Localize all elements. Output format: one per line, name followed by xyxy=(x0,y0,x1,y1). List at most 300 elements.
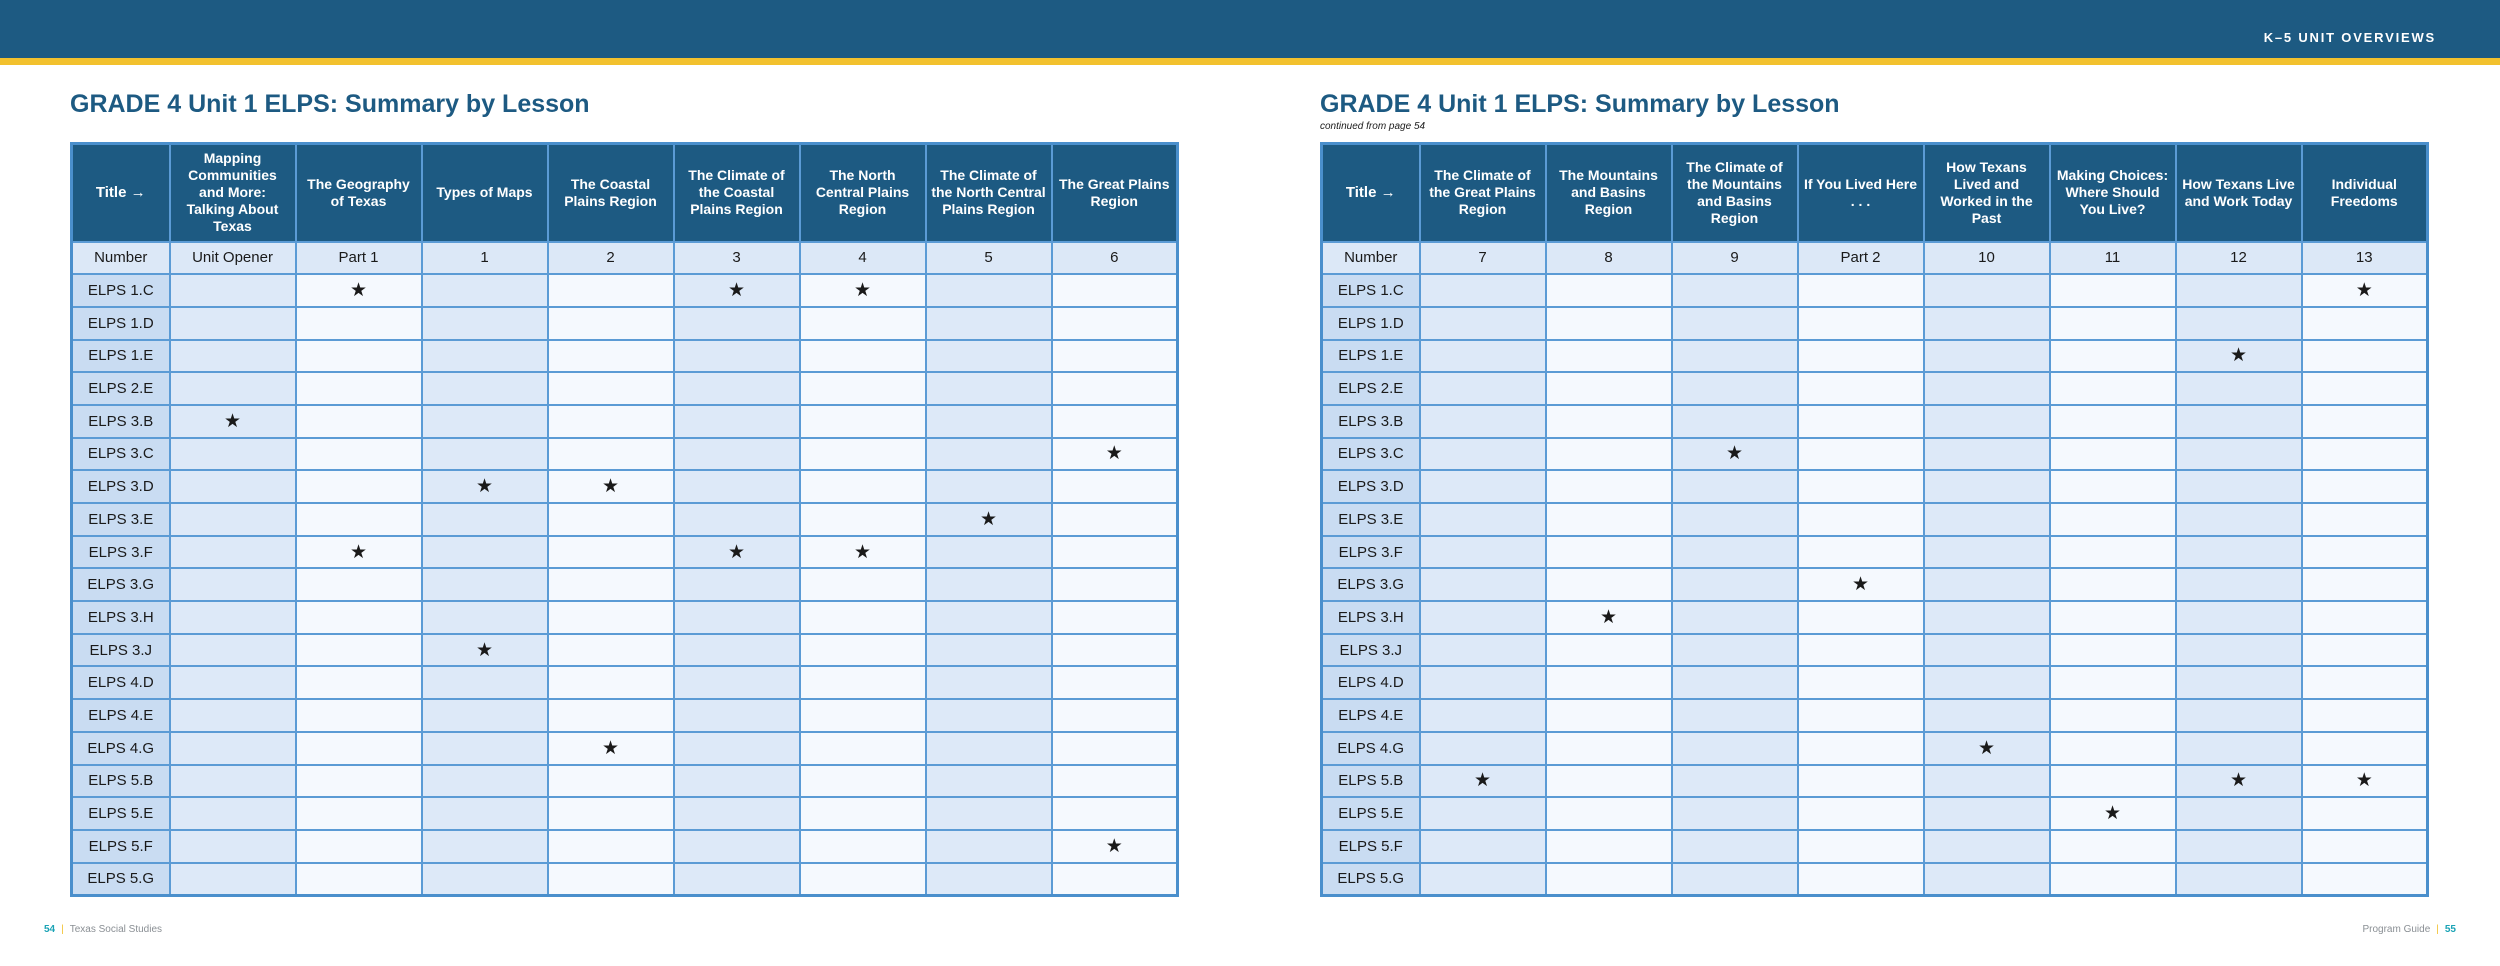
number-row-label: Number xyxy=(72,242,170,275)
table-cell xyxy=(2176,470,2302,503)
table-cell xyxy=(170,307,296,340)
table-cell xyxy=(422,340,548,373)
table-cell xyxy=(1924,405,2050,438)
section-label: K–5 UNIT OVERVIEWS xyxy=(2263,30,2436,45)
table-cell xyxy=(548,765,674,798)
table-cell xyxy=(2176,732,2302,765)
elps-standard-label: ELPS 3.G xyxy=(72,568,170,601)
table-cell xyxy=(170,340,296,373)
table-cell xyxy=(1052,797,1178,830)
table-cell xyxy=(296,340,422,373)
lesson-number: 4 xyxy=(800,242,926,275)
table-cell xyxy=(2302,797,2428,830)
table-cell xyxy=(548,340,674,373)
elps-summary-table xyxy=(1320,142,2429,897)
elps-standard-label: ELPS 3.C xyxy=(72,438,170,471)
table-row xyxy=(1322,568,2428,601)
table-cell xyxy=(2050,797,2176,830)
table-cell xyxy=(2050,568,2176,601)
table-cell xyxy=(1420,601,1546,634)
lesson-number: 9 xyxy=(1672,242,1798,275)
table-cell xyxy=(1546,372,1672,405)
table-cell xyxy=(2176,536,2302,569)
lesson-number: 1 xyxy=(422,242,548,275)
table-cell xyxy=(1052,732,1178,765)
table-cell xyxy=(674,765,800,798)
elps-standard-label: ELPS 5.F xyxy=(72,830,170,863)
star-icon: ★ xyxy=(727,541,746,563)
table-cell xyxy=(1052,536,1178,569)
lesson-title: The Climate of the Great Plains Region xyxy=(1420,144,1546,242)
table-cell xyxy=(1798,372,1924,405)
table-row xyxy=(72,470,1178,503)
elps-standard-label: ELPS 3.F xyxy=(1322,536,1420,569)
star-icon: ★ xyxy=(349,541,368,563)
table-cell xyxy=(1672,830,1798,863)
footer-title: Texas Social Studies xyxy=(69,924,163,935)
lesson-title: How Texans Lived and Worked in the Past xyxy=(1924,144,2050,242)
table-cell xyxy=(170,274,296,307)
table-cell xyxy=(1924,274,2050,307)
table-cell xyxy=(674,634,800,667)
table-cell xyxy=(170,732,296,765)
table-cell xyxy=(1672,372,1798,405)
table-cell xyxy=(422,536,548,569)
table-cell xyxy=(674,601,800,634)
table-cell xyxy=(926,666,1052,699)
table-cell xyxy=(1420,536,1546,569)
footer-title: Program Guide xyxy=(2362,924,2431,935)
table-cell xyxy=(1546,634,1672,667)
table-cell xyxy=(2302,666,2428,699)
table-row xyxy=(72,568,1178,601)
table-cell xyxy=(1420,830,1546,863)
lesson-number: 8 xyxy=(1546,242,1672,275)
table-cell xyxy=(422,634,548,667)
elps-standard-label: ELPS 5.B xyxy=(72,765,170,798)
table-cell xyxy=(2050,536,2176,569)
table-cell xyxy=(1924,503,2050,536)
table-cell xyxy=(1924,470,2050,503)
elps-standard-label: ELPS 3.J xyxy=(1322,634,1420,667)
table-cell xyxy=(1924,797,2050,830)
table-row xyxy=(72,274,1178,307)
top-accent-stripe xyxy=(0,58,2500,65)
footer-separator: | xyxy=(2436,924,2439,935)
table-cell xyxy=(1798,797,1924,830)
table-cell xyxy=(2176,307,2302,340)
table-cell xyxy=(926,699,1052,732)
table-cell xyxy=(926,438,1052,471)
table-cell xyxy=(2176,699,2302,732)
table-row xyxy=(72,372,1178,405)
table-cell xyxy=(2302,438,2428,471)
table-cell xyxy=(1052,666,1178,699)
table-cell xyxy=(1798,830,1924,863)
table-cell xyxy=(674,699,800,732)
table-cell xyxy=(296,699,422,732)
table-cell xyxy=(170,568,296,601)
table-cell xyxy=(1672,699,1798,732)
table-cell xyxy=(1420,732,1546,765)
table-cell xyxy=(2302,470,2428,503)
table-row xyxy=(72,765,1178,798)
elps-standard-label: ELPS 4.G xyxy=(1322,732,1420,765)
table-cell xyxy=(548,797,674,830)
table-cell xyxy=(548,536,674,569)
star-icon: ★ xyxy=(2229,345,2248,367)
table-cell xyxy=(170,601,296,634)
table-cell xyxy=(170,863,296,896)
table-cell xyxy=(2302,765,2428,798)
table-cell xyxy=(1672,274,1798,307)
table-row xyxy=(1322,830,2428,863)
table-cell xyxy=(1546,797,1672,830)
table-cell xyxy=(674,536,800,569)
table-cell xyxy=(1798,732,1924,765)
table-cell xyxy=(2176,438,2302,471)
table-cell xyxy=(674,307,800,340)
table-cell xyxy=(296,797,422,830)
table-cell xyxy=(2176,372,2302,405)
table-row xyxy=(1322,470,2428,503)
title-row-label: Title → xyxy=(1322,144,1420,242)
lesson-title: The North Central Plains Region xyxy=(800,144,926,242)
table-cell xyxy=(548,438,674,471)
table-cell xyxy=(296,470,422,503)
table-cell xyxy=(1546,536,1672,569)
table-cell xyxy=(926,372,1052,405)
table-cell xyxy=(926,765,1052,798)
table-cell xyxy=(548,601,674,634)
table-cell xyxy=(926,340,1052,373)
elps-standard-label: ELPS 4.D xyxy=(72,666,170,699)
table-cell xyxy=(1672,536,1798,569)
table-cell xyxy=(1672,732,1798,765)
table-cell xyxy=(1546,274,1672,307)
table-cell xyxy=(800,372,926,405)
table-cell xyxy=(1546,699,1672,732)
table-cell xyxy=(1924,666,2050,699)
table-row xyxy=(72,601,1178,634)
table-cell xyxy=(2302,863,2428,896)
elps-standard-label: ELPS 5.B xyxy=(1322,765,1420,798)
table-cell xyxy=(674,830,800,863)
table-cell xyxy=(674,438,800,471)
table-cell xyxy=(170,405,296,438)
star-icon: ★ xyxy=(1105,835,1123,857)
lesson-number-row xyxy=(1322,242,2428,275)
star-icon: ★ xyxy=(601,476,620,498)
table-cell xyxy=(926,503,1052,536)
lesson-number: Part 1 xyxy=(296,242,422,275)
lesson-number: 6 xyxy=(1052,242,1178,275)
table-cell xyxy=(800,666,926,699)
star-icon: ★ xyxy=(1725,443,1744,465)
table-cell xyxy=(1672,863,1798,896)
table-cell xyxy=(926,307,1052,340)
table-cell xyxy=(1798,765,1924,798)
table-cell xyxy=(1052,470,1178,503)
table-cell xyxy=(674,797,800,830)
table-cell xyxy=(170,830,296,863)
lesson-title: Individual Freedoms xyxy=(2302,144,2428,242)
table-cell xyxy=(1052,274,1178,307)
elps-standard-label: ELPS 4.E xyxy=(72,699,170,732)
table-cell xyxy=(674,405,800,438)
table-cell xyxy=(548,405,674,438)
table-row xyxy=(72,503,1178,536)
table-cell xyxy=(674,732,800,765)
table-cell xyxy=(170,470,296,503)
star-icon: ★ xyxy=(1599,606,1618,628)
table-cell xyxy=(1052,405,1178,438)
star-icon: ★ xyxy=(979,508,998,530)
table-row xyxy=(1322,601,2428,634)
table-cell xyxy=(548,274,674,307)
table-row xyxy=(1322,699,2428,732)
table-cell xyxy=(1672,765,1798,798)
table-cell xyxy=(2050,863,2176,896)
table-cell xyxy=(170,438,296,471)
table-cell xyxy=(2176,340,2302,373)
lesson-title: If You Lived Here . . . xyxy=(1798,144,1924,242)
table-cell xyxy=(800,307,926,340)
elps-standard-label: ELPS 5.G xyxy=(72,863,170,896)
table-cell xyxy=(1672,503,1798,536)
table-cell xyxy=(1672,797,1798,830)
table-cell xyxy=(170,372,296,405)
table-cell xyxy=(1052,307,1178,340)
table-cell xyxy=(1546,340,1672,373)
table-cell xyxy=(2050,634,2176,667)
table-cell xyxy=(1052,863,1178,896)
table-cell xyxy=(1052,568,1178,601)
table-cell xyxy=(674,372,800,405)
elps-standard-label: ELPS 1.D xyxy=(1322,307,1420,340)
table-cell xyxy=(926,830,1052,863)
table-cell xyxy=(674,666,800,699)
table-cell xyxy=(1546,568,1672,601)
table-cell xyxy=(2302,601,2428,634)
table-row xyxy=(1322,340,2428,373)
table-row xyxy=(72,830,1178,863)
table-cell xyxy=(422,470,548,503)
table-cell xyxy=(2176,568,2302,601)
table-cell xyxy=(1672,307,1798,340)
table-cell xyxy=(296,601,422,634)
table-cell xyxy=(170,765,296,798)
table-cell xyxy=(1798,470,1924,503)
table-cell xyxy=(1546,765,1672,798)
table-cell xyxy=(1052,438,1178,471)
table-cell xyxy=(1420,863,1546,896)
continued-note: continued from page 54 xyxy=(1320,121,1426,132)
lesson-title: How Texans Live and Work Today xyxy=(2176,144,2302,242)
left-page xyxy=(70,88,1178,897)
elps-standard-label: ELPS 2.E xyxy=(72,372,170,405)
table-row xyxy=(72,438,1178,471)
table-cell xyxy=(1798,405,1924,438)
table-cell xyxy=(296,274,422,307)
table-cell xyxy=(926,470,1052,503)
elps-standard-label: ELPS 2.E xyxy=(1322,372,1420,405)
title-row-label: Title → xyxy=(72,144,170,242)
lesson-number: Unit Opener xyxy=(170,242,296,275)
elps-standard-label: ELPS 4.G xyxy=(72,732,170,765)
lesson-title-row xyxy=(72,144,1178,242)
table-cell xyxy=(296,765,422,798)
table-row xyxy=(72,666,1178,699)
table-cell xyxy=(422,765,548,798)
table-cell xyxy=(1924,601,2050,634)
table-cell xyxy=(2176,765,2302,798)
table-cell xyxy=(1420,699,1546,732)
table-row xyxy=(1322,405,2428,438)
footer-right xyxy=(2362,924,2456,935)
page-number: 54 xyxy=(44,924,56,935)
elps-standard-label: ELPS 1.C xyxy=(72,274,170,307)
table-cell xyxy=(1798,699,1924,732)
table-cell xyxy=(2176,503,2302,536)
table-cell xyxy=(2050,765,2176,798)
elps-standard-label: ELPS 4.E xyxy=(1322,699,1420,732)
table-row xyxy=(1322,438,2428,471)
lesson-title: The Climate of the Mountains and Basins Region xyxy=(1672,144,1798,242)
table-cell xyxy=(548,830,674,863)
elps-standard-label: ELPS 3.E xyxy=(1322,503,1420,536)
table-cell xyxy=(1420,765,1546,798)
table-row xyxy=(72,732,1178,765)
table-cell xyxy=(1924,568,2050,601)
star-icon: ★ xyxy=(2229,770,2248,792)
table-cell xyxy=(2302,340,2428,373)
table-cell xyxy=(2302,372,2428,405)
elps-standard-label: ELPS 3.J xyxy=(72,634,170,667)
table-cell xyxy=(2302,699,2428,732)
page-number: 55 xyxy=(2444,924,2456,935)
table-cell xyxy=(296,372,422,405)
table-row xyxy=(72,340,1178,373)
elps-standard-label: ELPS 1.E xyxy=(72,340,170,373)
elps-standard-label: ELPS 5.F xyxy=(1322,830,1420,863)
elps-standard-label: ELPS 3.G xyxy=(1322,568,1420,601)
table-cell xyxy=(1924,438,2050,471)
star-icon: ★ xyxy=(1851,574,1870,596)
table-cell xyxy=(422,307,548,340)
table-cell xyxy=(2050,666,2176,699)
table-cell xyxy=(1798,568,1924,601)
table-cell xyxy=(800,568,926,601)
table-cell xyxy=(1924,830,2050,863)
table-cell xyxy=(674,470,800,503)
table-cell xyxy=(170,536,296,569)
table-cell xyxy=(2050,503,2176,536)
table-cell xyxy=(422,601,548,634)
star-icon: ★ xyxy=(1105,443,1123,465)
table-cell xyxy=(800,634,926,667)
elps-standard-label: ELPS 3.D xyxy=(72,470,170,503)
table-cell xyxy=(296,568,422,601)
table-cell xyxy=(422,830,548,863)
table-cell xyxy=(1546,601,1672,634)
footer-left xyxy=(44,924,162,935)
table-cell xyxy=(422,863,548,896)
table-cell xyxy=(170,503,296,536)
table-row xyxy=(1322,307,2428,340)
table-cell xyxy=(2050,372,2176,405)
star-icon: ★ xyxy=(853,280,872,302)
table-cell xyxy=(548,863,674,896)
table-cell xyxy=(2050,699,2176,732)
table-row xyxy=(72,536,1178,569)
table-cell xyxy=(1546,732,1672,765)
table-cell xyxy=(1672,601,1798,634)
star-icon: ★ xyxy=(2355,280,2373,302)
table-cell xyxy=(1420,503,1546,536)
table-row xyxy=(72,863,1178,896)
table-row xyxy=(1322,666,2428,699)
table-cell xyxy=(296,307,422,340)
elps-standard-label: ELPS 3.D xyxy=(1322,470,1420,503)
table-cell xyxy=(1052,765,1178,798)
table-cell xyxy=(674,340,800,373)
table-cell xyxy=(170,797,296,830)
elps-standard-label: ELPS 3.H xyxy=(72,601,170,634)
table-cell xyxy=(1052,830,1178,863)
lesson-number: 12 xyxy=(2176,242,2302,275)
table-cell xyxy=(1420,274,1546,307)
elps-summary-table xyxy=(70,142,1179,897)
elps-standard-label: ELPS 5.E xyxy=(1322,797,1420,830)
table-cell xyxy=(1924,340,2050,373)
table-cell xyxy=(1546,405,1672,438)
table-cell xyxy=(1420,372,1546,405)
table-cell xyxy=(1546,307,1672,340)
table-cell xyxy=(2176,274,2302,307)
elps-standard-label: ELPS 4.D xyxy=(1322,666,1420,699)
table-cell xyxy=(1798,340,1924,373)
elps-standard-label: ELPS 1.D xyxy=(72,307,170,340)
table-cell xyxy=(548,307,674,340)
table-row xyxy=(72,634,1178,667)
table-cell xyxy=(674,274,800,307)
star-icon: ★ xyxy=(223,410,242,432)
elps-standard-label: ELPS 5.E xyxy=(72,797,170,830)
table-cell xyxy=(170,699,296,732)
table-cell xyxy=(1672,470,1798,503)
lesson-title: The Great Plains Region xyxy=(1052,144,1178,242)
table-cell xyxy=(422,405,548,438)
table-cell xyxy=(926,732,1052,765)
lesson-title: The Coastal Plains Region xyxy=(548,144,674,242)
table-cell xyxy=(1798,601,1924,634)
table-cell xyxy=(1546,438,1672,471)
table-cell xyxy=(548,503,674,536)
table-cell xyxy=(2050,340,2176,373)
table-cell xyxy=(1798,438,1924,471)
lesson-number: Part 2 xyxy=(1798,242,1924,275)
table-cell xyxy=(548,699,674,732)
table-cell xyxy=(1672,634,1798,667)
table-row xyxy=(1322,372,2428,405)
table-cell xyxy=(926,405,1052,438)
number-row-label: Number xyxy=(1322,242,1420,275)
table-cell xyxy=(2176,601,2302,634)
table-cell xyxy=(1052,372,1178,405)
lesson-number: 3 xyxy=(674,242,800,275)
table-cell xyxy=(548,470,674,503)
